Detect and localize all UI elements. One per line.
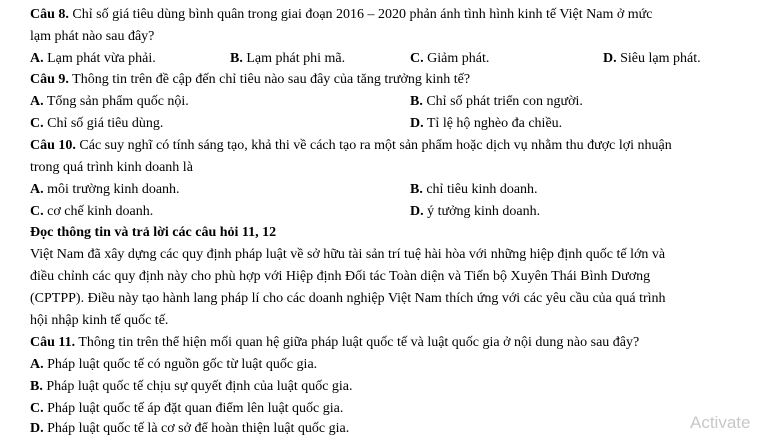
q9-label: Câu 9. <box>30 72 69 87</box>
q9-stem-text: Thông tin trên đề cập đến chỉ tiêu nào sau đây của tăng trưởng kinh tế? <box>72 72 471 87</box>
q8-option-c: C. Giảm phát. <box>410 51 490 66</box>
reading-title: Đọc thông tin và trả lời các câu hỏi 11, 12 <box>30 225 277 240</box>
q8-option-a: A. Lạm phát vừa phải. <box>30 51 156 66</box>
q10-stem-line2: trong quá trình kinh doanh là <box>30 160 193 175</box>
q9-option-a: A. Tổng sản phẩm quốc nội. <box>30 94 189 109</box>
q8-stem-line2: lạm phát nào sau đây? <box>30 29 155 44</box>
q11-stem-text: Thông tin trên thể hiện mối quan hệ giữa pháp luật quốc tế và luật quốc gia ở nội dung nào sau đây? <box>78 335 640 350</box>
q10-option-c: C. cơ chế kinh doanh. <box>30 204 154 219</box>
q11-option-a: A. Pháp luật quốc tế có nguồn gốc từ luật quốc gia. <box>30 357 318 372</box>
q11-label: Câu 11. <box>30 335 76 350</box>
q9-option-b: B. Chỉ số phát triển con người. <box>410 94 583 109</box>
q10-stem-text-1: Các suy nghĩ có tính sáng tạo, khả thi về cách tạo ra một sản phẩm hoặc dịch vụ nhằm thu được lợi nhuận <box>79 138 672 153</box>
q11-option-b: B. Pháp luật quốc tế chịu sự quyết định của luật quốc gia. <box>30 379 353 394</box>
q11-option-d: D. Pháp luật quốc tế là cơ sở để hoàn thiện luật quốc gia. <box>30 421 350 436</box>
q9-option-c: C. Chỉ số giá tiêu dùng. <box>30 116 164 131</box>
q10-option-d: D. ý tưởng kinh doanh. <box>410 204 541 219</box>
q9-options <box>0 91 762 135</box>
q9-option-d: D. Tỉ lệ hộ nghèo đa chiều. <box>410 116 563 131</box>
q10-stem-line1 <box>30 135 750 157</box>
q9-stem <box>30 69 750 91</box>
reading-line-3: (CPTPP). Điều này tạo hành lang pháp lí cho các doanh nghiệp Việt Nam thích ứng với các yêu cầu của quá trình <box>30 291 666 306</box>
q8-option-b: B. Lạm phát phi mã. <box>230 51 346 66</box>
q10-option-b: B. chỉ tiêu kinh doanh. <box>410 182 538 197</box>
q10-options <box>0 179 762 223</box>
q10-label: Câu 10. <box>30 138 76 153</box>
q8-option-d: D. Siêu lạm phát. <box>603 51 701 66</box>
reading-line-4: hội nhập kinh tế quốc tế. <box>30 313 169 328</box>
q8-label: Câu 8. <box>30 7 69 22</box>
activate-watermark: Activate <box>690 413 751 432</box>
q8-options <box>0 48 762 70</box>
q10-option-a: A. môi trường kinh doanh. <box>30 182 180 197</box>
q11-option-c: C. Pháp luật quốc tế áp đặt quan điểm lên luật quốc gia. <box>30 401 344 416</box>
q11-stem <box>30 332 750 354</box>
q8-stem-text-1: Chỉ số giá tiêu dùng bình quân trong giai đoạn 2016 – 2020 phản ánh tình hình kinh tế Việt Nam ở mức <box>72 7 653 22</box>
q8-stem-line1 <box>30 4 750 26</box>
reading-line-2: điều chỉnh các quy định này cho phù hợp với Hiệp định Đối tác Toàn diện và Tiến bộ Xuyên Thái Bình Dương <box>30 269 651 284</box>
reading-line-1: Việt Nam đã xây dựng các quy định pháp luật về sở hữu tài sản trí tuệ hài hòa với những hiệp định quốc tế lớn và <box>30 247 666 262</box>
